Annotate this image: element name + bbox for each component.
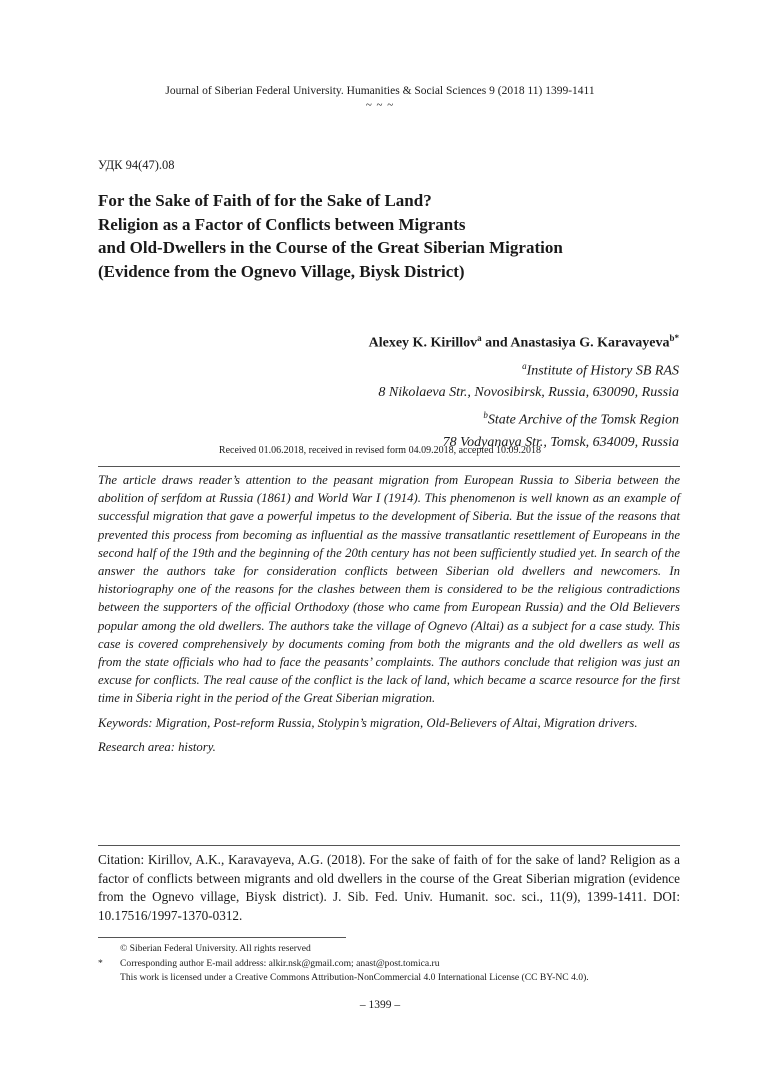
affiliation-b-mark: b bbox=[483, 410, 488, 421]
author-1: Alexey K. Kirillov bbox=[368, 335, 478, 351]
affiliation-a-name: Institute of History SB RAS bbox=[526, 363, 679, 379]
affiliation-a-mark: a bbox=[522, 360, 527, 371]
footnotes bbox=[98, 942, 688, 986]
author-2: Anastasiya G. Karavayeva bbox=[510, 335, 670, 351]
copyright-note: © Siberian Federal University. All rights reserved bbox=[120, 943, 311, 954]
article-title bbox=[98, 189, 688, 283]
udk-code: УДК 94(47).08 bbox=[98, 158, 175, 172]
affiliation-b-name: State Archive of the Tomsk Region bbox=[487, 412, 679, 428]
affiliation-b bbox=[369, 404, 679, 432]
footnote-mark: * bbox=[98, 957, 103, 969]
abstract-text: The article draws reader’s attention to the peasant migration from European Russia to Siberia between the abolition of serfdom at Russia (1861) and World War I (1914). This phenomenon is well known as an example of successful migration that gave a powerful impetus to the development of Siberia. But the issue of the reasons that prevented this process from becoming as influential as the massive transatlantic resettlement of Europeans in the second half of the 19th and the beginning of the 20th century has not been sufficiently studied yet. In search of the answer the authors take for consideration conflicts between Siberian old dwellers and newcomers. In historiography one of the reasons for the clashes between them is considered to be the religious contradictions between the supporters of the official Orthodoxy (those who came from European Russia) and the Old Believers popular among the old dwellers. The authors take the village of Ognevo (Altai) as a subject for a case study. This case is covered comprehensively by documents coming from both the migrants and the old dwellers as well as from the state officials who had to face the peasants’ complaints. The authors conclude that religion was just an excuse for conflicts. The real cause of the conflict is the lack of land, which became a scarce resource for the first time in Siberia right in the period of the Great Siberian migration. bbox=[98, 473, 680, 706]
page-number: – 1399 – bbox=[359, 999, 401, 1011]
abstract-top-rule bbox=[98, 466, 680, 467]
title-line: Religion as a Factor of Conflicts between Migrants bbox=[98, 214, 466, 234]
header-ornament: ~ ~ ~ bbox=[365, 99, 395, 111]
abstract-block bbox=[98, 471, 680, 756]
keywords: Keywords: Migration, Post-reform Russia, Stolypin’s migration, Old-Believers of Altai, Migration drivers. bbox=[98, 715, 638, 730]
license-note: This work is licensed under a Creative Commons Attribution-NonCommercial 4.0 International License (CC BY-NC 4.0). bbox=[120, 972, 589, 984]
affiliation-b-address: 78 Vodyanaya Str., Tomsk, 634009, Russia bbox=[442, 434, 679, 450]
authors-block bbox=[369, 327, 679, 454]
affiliation-a-address: 8 Nikolaeva Str., Novosibirsk, Russia, 630090, Russia bbox=[378, 385, 679, 401]
footnote-rule bbox=[98, 937, 346, 938]
affiliation-a bbox=[369, 355, 679, 383]
received-dates: Received 01.06.2018, received in revised form 04.09.2018, accepted 10.09.2018 bbox=[218, 445, 542, 456]
abstract-bottom-rule bbox=[98, 845, 680, 846]
title-line: and Old-Dwellers in the Course of the Great Siberian Migration bbox=[98, 238, 563, 257]
corresponding-email: Corresponding author E-mail address: alkir.nsk@gmail.com; anast@post.tomica.ru bbox=[120, 957, 440, 969]
corresponding-mark: * bbox=[674, 333, 679, 343]
title-line: For the Sake of Faith of for the Sake of Land? bbox=[98, 191, 432, 210]
author-names bbox=[369, 327, 679, 355]
author-1-affiliation-mark: a bbox=[477, 333, 482, 343]
corresponding-author-note bbox=[98, 957, 688, 972]
running-header bbox=[0, 84, 760, 111]
author-2-affiliation-mark: b* bbox=[669, 333, 679, 343]
research-area: Research area: history. bbox=[98, 739, 216, 754]
citation: Citation: Kirillov, A.K., Karavayeva, A.G. (2018). For the sake of faith of for the sake of land? Religion as a factor of conflicts between migrants and old dwellers in the course of the Great Siberian migration (evidence from the Ognevo village, Biysk district). J. Sib. Fed. Univ. Humanit. soc. sci., 11(9), 1399-1411. DOI: 10.17516/1997-1370-0312. bbox=[98, 852, 680, 923]
author-conjunction: and bbox=[481, 335, 511, 351]
title-line: (Evidence from the Ognevo Village, Biysk District) bbox=[98, 261, 465, 281]
journal-title: Journal of Siberian Federal University. Humanities & Social Sciences 9 (2018 11) 1399-1411 bbox=[165, 85, 595, 97]
